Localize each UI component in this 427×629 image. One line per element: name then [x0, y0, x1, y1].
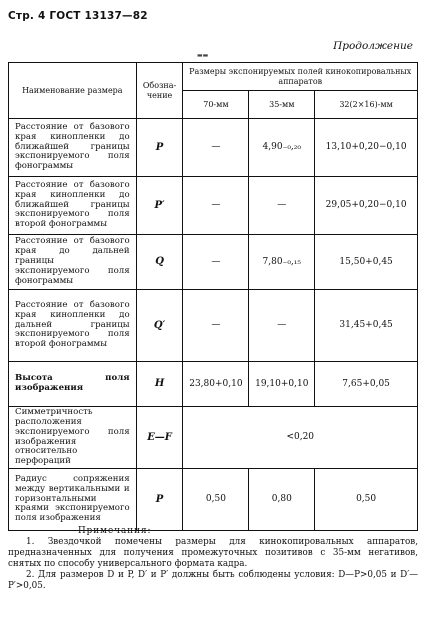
cell-70mm: —	[183, 177, 249, 235]
cell-35mm: 4,90₋₀,₂₀	[249, 119, 315, 177]
cell-35mm: —	[249, 177, 315, 235]
column-header-35mm: 35-мм	[249, 91, 315, 119]
table-row	[9, 177, 418, 235]
cell-70mm: —	[183, 235, 249, 290]
row-name: Высота поля изображения	[9, 362, 137, 407]
row-name: Симметричность расположения экспонируемого поля изображения относительно перфораций	[9, 407, 137, 469]
cell-32mm: 15,50+0,45	[315, 235, 418, 290]
dimensions-table	[8, 62, 418, 531]
notes-title: Примечания:	[78, 526, 152, 536]
column-header-group: Размеры экспонируемых полей кинокопировальных аппаратов	[183, 63, 418, 91]
cell-32mm: 0,50	[315, 469, 418, 531]
cell-70mm: —	[183, 290, 249, 362]
table-row	[9, 407, 418, 469]
cell-70mm: 0,50	[183, 469, 249, 531]
column-header-name: Наименование размера	[9, 63, 137, 119]
cell-span-value: <0,20	[183, 407, 418, 469]
table-row	[9, 469, 418, 531]
row-symbol: Q	[136, 235, 183, 290]
cell-32mm: 31,45+0,45	[315, 290, 418, 362]
row-symbol: Q′	[136, 290, 183, 362]
row-name: Расстояние от базового края до дальней границы экспонируемого поля фонограммы	[9, 235, 137, 290]
continuation-label: Продолжение	[333, 40, 413, 52]
cell-70mm: —	[183, 119, 249, 177]
cell-70mm: 23,80+0,10	[183, 362, 249, 407]
row-name: Радиус сопряжения между вертикальными и горизонтальными краями экспонируемого поля изображения	[9, 469, 137, 531]
page-number: Стр. 4	[8, 10, 46, 22]
note-2: 2. Для размеров D и P, D′ и P′ должны быть соблюдены условия: D—P>0,05 и D′—P′>0,05.	[8, 569, 418, 591]
standard-number: ГОСТ 13137—82	[49, 10, 148, 22]
column-header-symbol: Обозна-чение	[136, 63, 183, 119]
table-row	[9, 290, 418, 362]
cell-35mm: 0,80	[249, 469, 315, 531]
table-row	[9, 362, 418, 407]
row-symbol: P′	[136, 177, 183, 235]
row-name: Расстояние от базового края кинопленки до дальней границы экспонируемого поля второй фонограммы	[9, 290, 137, 362]
row-symbol: P	[136, 469, 183, 531]
column-header-70mm: 70-мм	[183, 91, 249, 119]
row-name: Расстояние от базового края кинопленки до ближайшей границы экспонируемого поля фонограммы	[9, 119, 137, 177]
cell-32mm: 13,10+0,20−0,10	[315, 119, 418, 177]
row-symbol: H	[136, 362, 183, 407]
cell-35mm: 7,80₋₀,₁₅	[249, 235, 315, 290]
column-header-32mm: 32(2×16)-мм	[315, 91, 418, 119]
stamp-mark: ▬▬	[197, 52, 209, 59]
row-name: Расстояние от базового края кинопленки до ближайшей границы экспонируемого поля второй фонограммы	[9, 177, 137, 235]
note-1: 1. Звездочкой помечены размеры для кинокопировальных аппаратов, предназначенных для получения промежуточных позитивов с 35-мм негативов, снятых по способу универсального формата кадра.	[8, 536, 418, 569]
page-header	[8, 10, 148, 22]
notes	[8, 526, 418, 592]
table-row	[9, 235, 418, 290]
cell-35mm: 19,10+0,10	[249, 362, 315, 407]
cell-35mm: —	[249, 290, 315, 362]
cell-32mm: 7,65+0,05	[315, 362, 418, 407]
row-symbol: P	[136, 119, 183, 177]
table-row	[9, 119, 418, 177]
cell-32mm: 29,05+0,20−0,10	[315, 177, 418, 235]
row-symbol: E—F	[136, 407, 183, 469]
